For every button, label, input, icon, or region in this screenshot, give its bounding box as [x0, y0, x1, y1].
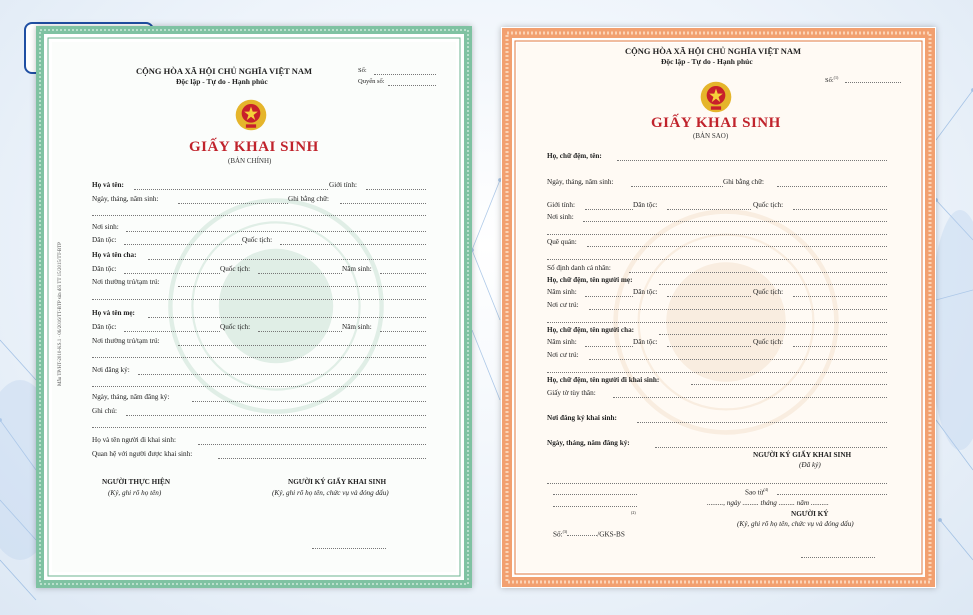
- field-cha-nam-sinh: Năm sinh:: [342, 265, 372, 273]
- field-giay-to: Giấy tờ tùy thân:: [547, 389, 596, 397]
- field-me-noi-thuong-tru: Nơi thường trú/tạm trú:: [92, 337, 160, 345]
- field-nguoi-khai-sinh: Họ và tên người đi khai sinh:: [92, 436, 176, 444]
- motto: Độc lập - Tự do - Hạnh phúc: [661, 57, 753, 66]
- field-ngay-sinh: Ngày, tháng, năm sinh:: [547, 178, 614, 186]
- nguoi-ky-title: NGƯỜI KÝ: [791, 510, 829, 518]
- nguoi-ky-note: (Ký, ghi rõ họ tên, chức vụ và đóng dấu): [737, 520, 854, 528]
- field-ngay-dang-ky: Ngày, tháng, năm đăng ký:: [92, 393, 170, 401]
- signer-left-note: (Ký, ghi rõ họ tên): [108, 489, 162, 497]
- field-me-nam-sinh: Năm sinh:: [547, 288, 577, 296]
- field-noi-sinh: Nơi sinh:: [547, 213, 574, 221]
- field-cha-dan-toc: Dân tộc:: [633, 338, 658, 346]
- field-dan-toc: Dân tộc:: [92, 236, 117, 244]
- signer-left-title: NGƯỜI THỰC HIỆN: [102, 478, 171, 486]
- birth-certificate-copy: [501, 27, 936, 588]
- document-title: GIẤY KHAI SINH: [189, 139, 319, 155]
- field-ngay-dang-ky: Ngày, tháng, năm đăng ký:: [547, 439, 630, 447]
- field-ghi-bang-chu: Ghi bằng chữ:: [723, 178, 765, 186]
- field-me-dan-toc: Dân tộc:: [92, 323, 117, 331]
- document-subtitle: (BẢN CHÍNH): [228, 157, 272, 165]
- nation-heading: CỘNG HÒA XÃ HỘI CHỦ NGHĨA VIỆT NAM: [625, 46, 802, 56]
- field-que-quan: Quê quán:: [547, 238, 577, 246]
- field-cha-dan-toc: Dân tộc:: [92, 265, 117, 273]
- field-ngay-sinh: Ngày, tháng, năm sinh:: [92, 195, 159, 203]
- field-noi-sinh: Nơi sinh:: [92, 223, 119, 231]
- field-cha-noi-thuong-tru: Nơi thường trú/tạm trú:: [92, 278, 160, 286]
- field-cha-noi-cu-tru: Nơi cư trú:: [547, 351, 579, 359]
- national-emblem-icon: [234, 98, 268, 132]
- field-quan-he: Quan hệ với người được khai sinh:: [92, 450, 193, 458]
- field-noi-dang-ky: Nơi đăng ký khai sinh:: [547, 414, 617, 422]
- field-noi-dang-ky: Nơi đăng ký:: [92, 366, 130, 374]
- field-ho-ten-cha: Họ và tên cha:: [92, 251, 137, 259]
- field-me-quoc-tich: Quốc tịch:: [753, 288, 784, 296]
- so-label: Số:$^{(1)}$: [825, 75, 839, 85]
- signer-right-note: (Ký, ghi rõ họ tên, chức vụ và đóng dấu): [272, 489, 389, 497]
- national-emblem-icon: [699, 80, 733, 114]
- field-gioi-tinh: Giới tính:: [329, 181, 357, 189]
- field-dan-toc: Dân tộc:: [633, 201, 658, 209]
- field-ho-ten-me: Họ, chữ đệm, tên người mẹ:: [547, 276, 633, 284]
- quyen-so-label: Quyển số:: [358, 78, 385, 85]
- bottom-so: Số:$^{(3)}$ /GKS-BS: [553, 529, 625, 539]
- sup-2: (2): [631, 510, 636, 515]
- field-ghi-bang-chu: Ghi bằng chữ:: [288, 195, 330, 203]
- document-title: GIẤY KHAI SINH: [651, 115, 781, 131]
- field-me-nam-sinh: Năm sinh:: [342, 323, 372, 331]
- field-cha-nam-sinh: Năm sinh:: [547, 338, 577, 346]
- so-label: Số:: [358, 67, 367, 74]
- field-gioi-tinh: Giới tính:: [547, 201, 575, 209]
- date-line: ........., ngày ......... tháng ......... năm ..........: [707, 499, 829, 507]
- field-quoc-tich: Quốc tịch:: [753, 201, 784, 209]
- field-me-noi-cu-tru: Nơi cư trú:: [547, 301, 579, 309]
- signer-title: NGƯỜI KÝ GIẤY KHAI SINH: [753, 451, 852, 459]
- field-cha-quoc-tich: Quốc tịch:: [753, 338, 784, 346]
- field-so-dinh-danh: Số định danh cá nhân:: [547, 264, 611, 272]
- watermark-emblem: [166, 196, 386, 416]
- side-form-note: Mẫu TP/HT-2010-KS.1 · 06/2016/TT-BTP sửa đổi TT 15/2015/TT-BTP: [58, 242, 63, 386]
- field-ho-ten-me: Họ và tên mẹ:: [92, 309, 135, 317]
- motto: Độc lập - Tự do - Hạnh phúc: [176, 77, 268, 86]
- field-cha-quoc-tich: Quốc tịch:: [220, 265, 251, 273]
- nation-heading: CỘNG HÒA XÃ HỘI CHỦ NGHĨA VIỆT NAM: [136, 66, 313, 76]
- birth-certificate-original: [36, 26, 472, 588]
- field-nguoi-khai-sinh: Họ, chữ đệm, tên người đi khai sinh:: [547, 376, 660, 384]
- field-quoc-tich: Quốc tịch:: [242, 236, 273, 244]
- field-ho-ten: Họ, chữ đệm, tên:: [547, 152, 602, 160]
- field-ghi-chu: Ghi chú:: [92, 407, 117, 415]
- field-ho-ten-cha: Họ, chữ đệm, tên người cha:: [547, 326, 635, 334]
- document-subtitle: (BẢN SAO): [693, 132, 729, 140]
- field-me-dan-toc: Dân tộc:: [633, 288, 658, 296]
- signer-right-title: NGƯỜI KÝ GIẤY KHAI SINH: [288, 478, 387, 486]
- field-me-quoc-tich: Quốc tịch:: [220, 323, 251, 331]
- signer-note: (Đã ký): [799, 461, 821, 469]
- sao-tu-label: Sao từ$^{(4)}$: [745, 487, 769, 497]
- field-ho-ten: Họ và tên:: [92, 181, 124, 189]
